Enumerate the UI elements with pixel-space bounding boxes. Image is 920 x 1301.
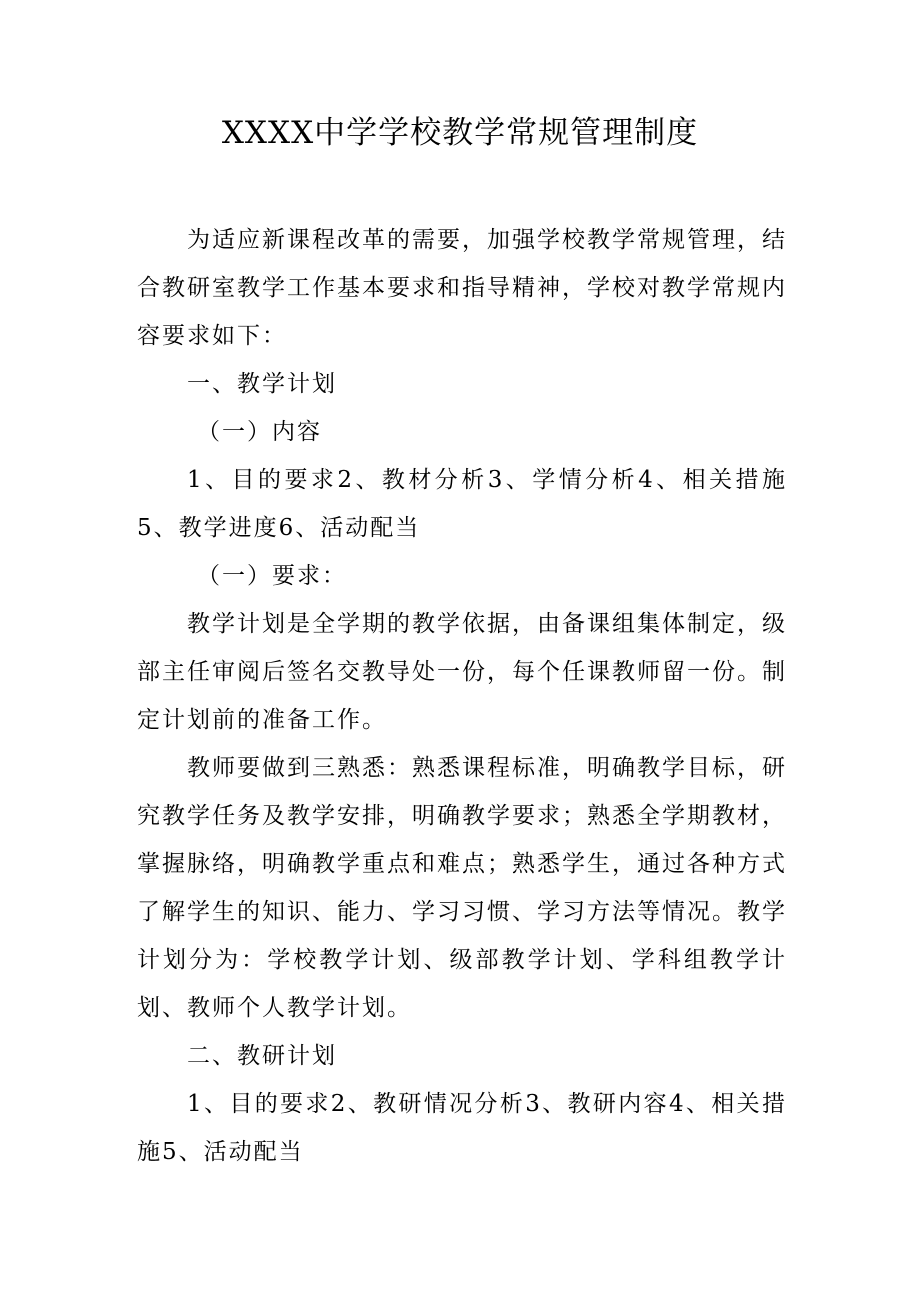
requirements-paragraph: 教学计划是全学期的教学依据，由备课组集体制定，级部主任审阅后签名交教导处一份，每个任课教师留一份。制定计划前的准备工作。 (137, 611, 787, 733)
subheading-requirements: （一）要求： (197, 563, 347, 589)
content-list-paragraph: 1、目的要求2、教材分析3、学情分析4、相关措施5、教学进度6、活动配当 (137, 467, 787, 541)
teacher-familiarity-paragraph: 教师要做到三熟悉：熟悉课程标准，明确教学目标，研究教学任务及教学安排，明确教学要求；熟悉全学期教材，掌握脉络，明确教学重点和难点；熟悉学生，通过各种方式了解学生的知识、能力、学习习惯、学习方法等情况。教学计划分为：学校教学计划、级部教学计划、学科组教学计划、教师个人教学计划。 (137, 755, 787, 1021)
section-heading-teaching-plan: 一、教学计划 (187, 371, 337, 397)
intro-paragraph: 为适应新课程改革的需要，加强学校教学常规管理，结合教研室教学工作基本要求和指导精神，学校对教学常规内容要求如下： (137, 227, 787, 349)
document-title: XXXX中学学校教学常规管理制度 (221, 115, 699, 151)
section-heading-research-plan: 二、教研计划 (187, 1043, 337, 1069)
research-list-paragraph: 1、目的要求2、教研情况分析3、教研内容4、相关措施5、活动配当 (137, 1091, 787, 1165)
subheading-content: （一）内容 (197, 419, 322, 445)
document-body (137, 216, 787, 1176)
